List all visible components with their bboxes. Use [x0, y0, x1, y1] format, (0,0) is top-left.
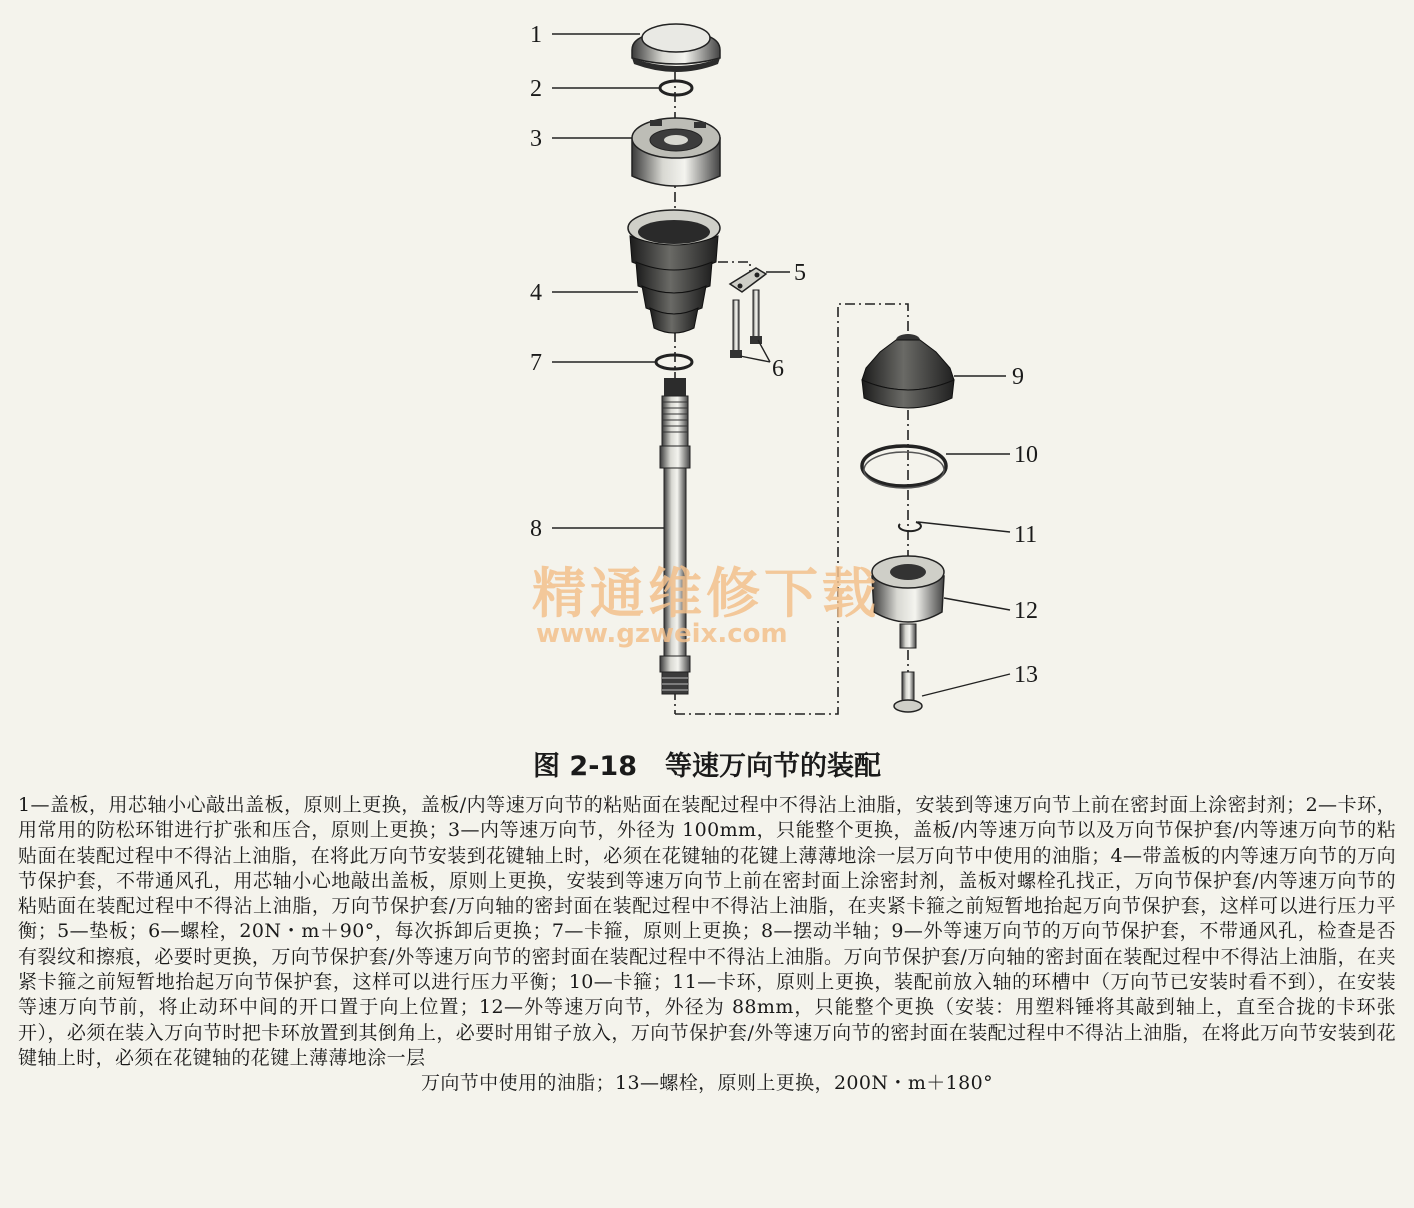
- part-1-cover-plate: [632, 24, 720, 72]
- callout-7: 7: [530, 350, 542, 376]
- figure-caption: [18, 793, 1396, 1097]
- part-2-snap-ring: [660, 81, 692, 95]
- watermark-url: www.gzweix.com: [536, 619, 788, 649]
- callout-13: 13: [1014, 662, 1038, 688]
- watermark-text: 精通维修下载: [532, 562, 880, 625]
- part-9-outer-boot: [862, 334, 954, 408]
- callout-1: 1: [530, 22, 542, 48]
- caption-last-line: 万向节中使用的油脂；13—螺栓，原则上更换，200N・m＋180°: [420, 1072, 994, 1095]
- callout-9: 9: [1012, 364, 1024, 390]
- callout-2: 2: [530, 76, 542, 102]
- part-11-snap-ring: [899, 522, 921, 531]
- figure-title: [0, 744, 1414, 783]
- part-6-bolts: [730, 290, 762, 358]
- figure-number: 图 2-18: [533, 751, 637, 782]
- callout-5: 5: [794, 260, 806, 286]
- part-10-clamp: [862, 446, 946, 488]
- figure-title-text: 等速万向节的装配: [664, 751, 881, 782]
- part-7-clamp: [656, 355, 692, 369]
- part-13-bolt: [894, 672, 922, 712]
- callout-10: 10: [1014, 442, 1038, 468]
- part-3-inner-cv-joint: [632, 118, 720, 186]
- part-4-inner-boot: [628, 210, 720, 333]
- callout-12: 12: [1014, 598, 1038, 624]
- callout-4: 4: [530, 280, 542, 306]
- watermark: [532, 562, 880, 649]
- part-5-spacer-plate: [730, 268, 766, 292]
- callout-8: 8: [530, 516, 542, 542]
- callout-11: 11: [1014, 522, 1038, 548]
- part-12-outer-cv-joint: [872, 556, 944, 648]
- callout-6: 6: [772, 356, 784, 382]
- caption-body: 1—盖板，用芯轴小心敲出盖板，原则上更换，盖板/内等速万向节的粘贴面在装配过程中不得沾上油脂，安装到等速万向节上前在密封面上涂密封剂；2—卡环，用常用的防松环钳进行扩张和压合，原则上更换；3—内等速万向节，外径为 100mm，只能整个更换，盖板/内等速万向节以及万向节保护套/内等速万向节的粘贴面在装配过程中不得沾上油脂，在将此万向节安装到花键轴上时，必须在花键轴的花键上薄薄地涂一层万向节中使用的油脂；4—带盖板的内等速万向节的万向节保护套，不带通风孔，用芯轴小心地敲出盖板，原则上更换，安装到等速万向节上前在密封面上涂密封剂，盖板对螺栓孔找正，万向节保护套/内等速万向节的粘贴面在装配过程中不得沾上油脂，万向节保护套/万向轴的密封面在装配过程中不得沾上油脂，在夹紧卡箍之前短暂地抬起万向节保护套，这样可以进行压力平衡；5—垫板；6—螺栓，20N・m＋90°，每次拆卸后更换；7—卡箍，原则上更换；8—摆动半轴；9—外等速万向节的万向节保护套，不带通风孔，检查是否有裂纹和擦痕，必要时更换，万向节保护套/外等速万向节的密封面在装配过程中不得沾上油脂。万向节保护套/万向轴的密封面在装配过程中不得沾上油脂，在夹紧卡箍之前短暂地抬起万向节保护套，这样可以进行压力平衡；10—卡箍；11—卡环，原则上更换，装配前放入轴的环槽中（万向节已安装时看不到），在安装等速万向节前，将止动环中间的开口置于向上位置；12—外等速万向节，外径为 88mm，只能整个更换（安装：用塑料锤将其敲到轴上，直至合拢的卡环张开），必须在装入万向节时把卡环放置到其倒角上，必要时用钳子放入，万向节保护套/外等速万向节的密封面在装配过程中不得沾上油脂，在将此万向节安装到花键轴上时，必须在花键轴的花键上薄薄地涂一层: [18, 794, 1396, 1069]
- callout-3: 3: [530, 126, 542, 152]
